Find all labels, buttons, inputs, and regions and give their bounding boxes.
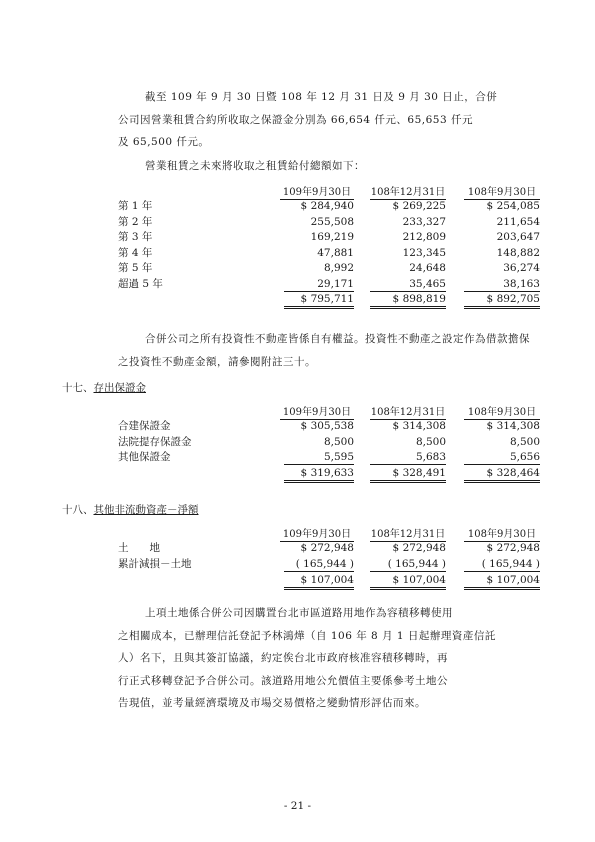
cell-value: 255,508 [310, 215, 354, 228]
section-title: 其他非流動資產－淨額 [93, 504, 199, 516]
para1-line2: 公司因營業租賃合約所收取之保證金分別為 66,654 仟元、65,653 仟元 [118, 113, 473, 126]
para4-line5: 告現值，並考量經濟環境及市場交易價格之變動情形評估而來。 [118, 697, 426, 709]
row-label: 第 5 年 [118, 262, 153, 274]
row-label: 其他保證金 [118, 451, 171, 463]
column-header: 109年9月30日 [280, 183, 354, 200]
cell-value: 36,274 [503, 262, 540, 274]
cell-value: $ 254,085 [486, 200, 540, 212]
column-header: 109年9月30日 [280, 403, 354, 420]
table-row [118, 261, 550, 277]
cell-value: ( 165,944 ) [464, 557, 540, 572]
cell-value: 203,647 [496, 231, 540, 243]
row-label: 土 地 [118, 542, 160, 554]
paragraph-future-lease-payments: 營業租賃之未來將收取之租賃給付總額如下： [145, 160, 365, 172]
cell-value: 47,881 [317, 246, 354, 259]
section-number: 十七、 [62, 382, 94, 394]
cell-value: 211,654 [496, 215, 540, 228]
column-header: 108年12月31日 [370, 403, 446, 420]
column-header: 108年9月30日 [464, 183, 540, 200]
paragraph-land-description [118, 602, 558, 715]
cell-value: 169,219 [310, 231, 354, 243]
cell-value: 233,327 [402, 215, 446, 228]
row-label: 第 4 年 [118, 246, 153, 259]
total-value: $ 107,004 [464, 574, 540, 590]
cell-value: $ 272,948 [486, 542, 540, 554]
row-label: 累計減損－土地 [118, 558, 192, 570]
total-value: $ 892,705 [464, 293, 540, 309]
table-row [118, 230, 550, 246]
row-label: 第 3 年 [118, 231, 153, 243]
row-label: 合建保證金 [118, 420, 171, 432]
cell-value: 212,809 [402, 231, 446, 243]
table-row [118, 450, 550, 466]
cell-value: $ 305,538 [300, 420, 354, 432]
table-total-row [118, 467, 550, 483]
para4-line1: 上項土地係合併公司因購置台北市區道路用地作為容積移轉使用 [145, 607, 453, 619]
table-total-row [118, 293, 550, 309]
row-label: 法院提存保證金 [118, 435, 192, 448]
section-title: 存出保證金 [93, 382, 146, 394]
para3-line1: 合併公司之所有投資性不動產皆係自有權益。投資性不動產之設定作為借款擔保 [145, 333, 530, 345]
cell-value: $ 314,308 [486, 420, 540, 432]
total-value: $ 107,004 [284, 574, 354, 590]
para1-line3: 及 65,500 仟元。 [118, 136, 210, 148]
total-value: $ 795,711 [284, 293, 354, 309]
row-label: 第 2 年 [118, 215, 153, 228]
column-header: 108年9月30日 [464, 403, 540, 420]
table-total-row [118, 574, 550, 590]
paragraph-lease-deposits [118, 86, 558, 154]
cell-value: 24,648 [409, 262, 446, 274]
cell-value: 148,882 [496, 246, 540, 259]
column-header: 109年9月30日 [280, 525, 354, 542]
total-value: $ 328,464 [464, 467, 540, 483]
table-row [118, 277, 550, 293]
cell-value: 8,992 [323, 262, 354, 274]
para4-line4: 行正式移轉登記予合併公司。該道路用地公允價值主要係參考土地公 [118, 674, 448, 687]
cell-value: $ 269,225 [392, 200, 446, 212]
para4-line3: 人）名下，且與其簽訂協議，約定俟台北市政府核准容積移轉時，再 [118, 652, 448, 664]
cell-value: $ 284,940 [300, 200, 354, 212]
paragraph-investment-property [118, 328, 558, 373]
row-label: 超過 5 年 [118, 277, 163, 290]
cell-value: ( 165,944 ) [284, 557, 354, 572]
section-heading-refundable-deposits [62, 380, 146, 396]
para1-line1: 截至 109 年 9 月 30 日暨 108 年 12 月 31 日及 9 月 30 日止，合併 [145, 91, 498, 103]
table-row [118, 435, 550, 451]
cell-value: 8,500 [415, 435, 446, 448]
cell-value: $ 314,308 [392, 420, 446, 432]
row-label: 第 1 年 [118, 200, 153, 212]
cell-value: 5,656 [464, 450, 540, 465]
cell-value: 35,465 [370, 277, 446, 292]
column-header: 108年12月31日 [370, 525, 446, 542]
table-row [118, 557, 550, 573]
cell-value: $ 272,948 [300, 542, 354, 554]
total-value: $ 898,819 [370, 293, 446, 309]
cell-value: 8,500 [323, 435, 354, 448]
table-row [118, 541, 550, 557]
cell-value: 29,171 [284, 277, 354, 292]
section-heading-other-noncurrent-assets [62, 502, 199, 518]
column-header: 108年12月31日 [370, 183, 446, 200]
cell-value: 5,683 [370, 450, 446, 465]
column-header: 108年9月30日 [464, 525, 540, 542]
section-number: 十八、 [62, 504, 94, 516]
para3-line2: 之投資性不動產金額，請參閱附註三十。 [118, 355, 316, 368]
page-number: - 21 - [283, 800, 312, 812]
para4-line2: 之相關成本，已辦理信託登記予林鴻燁（自 106 年 8 月 1 日起辦理資產信託 [118, 629, 496, 642]
table-row [118, 246, 550, 262]
table-row [118, 419, 550, 435]
total-value: $ 107,004 [370, 574, 446, 590]
cell-value: $ 272,948 [392, 542, 446, 554]
total-value: $ 319,633 [284, 467, 354, 483]
table-row [118, 199, 550, 215]
total-value: $ 328,491 [370, 467, 446, 483]
cell-value: 8,500 [509, 435, 540, 448]
cell-value: 123,345 [402, 246, 446, 259]
cell-value: 5,595 [284, 450, 354, 465]
cell-value: ( 165,944 ) [370, 557, 446, 572]
table-row [118, 215, 550, 231]
cell-value: 38,163 [464, 277, 540, 292]
